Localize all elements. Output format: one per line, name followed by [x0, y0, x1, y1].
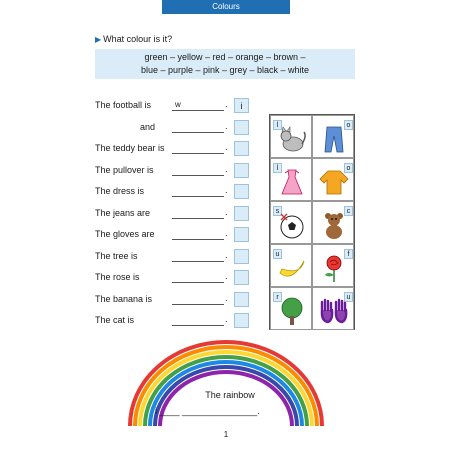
sentence-row: [95, 313, 260, 329]
word-bank: [95, 49, 355, 79]
letter-tag: o: [344, 120, 353, 130]
letter-box[interactable]: [234, 184, 249, 199]
sentence-label: The cat is: [95, 315, 135, 325]
sentence-label: The banana is: [95, 294, 153, 304]
letter-box[interactable]: [234, 227, 249, 242]
letter-tag: u: [344, 292, 353, 302]
sentence-label: The pullover is: [95, 165, 154, 175]
answer-blank[interactable]: [172, 144, 224, 154]
full-stop: .: [225, 250, 228, 260]
letter-box[interactable]: [234, 292, 249, 307]
answer-blank[interactable]: [172, 209, 224, 219]
letter-tag: l: [273, 163, 282, 173]
letter-tag: s: [273, 206, 282, 216]
picture-cell: [312, 244, 354, 287]
page-number: 1: [223, 430, 229, 439]
picture-grid: [269, 114, 355, 330]
letter-box[interactable]: i: [234, 98, 249, 113]
answer-blank[interactable]: [172, 166, 224, 176]
answer-blank[interactable]: [172, 187, 224, 197]
answer-blank[interactable]: [172, 316, 224, 326]
full-stop: .: [225, 121, 228, 131]
letter-tag: c: [344, 206, 353, 216]
gloves-icon: [319, 296, 349, 326]
picture-cell: [312, 287, 354, 330]
picture-cell: [270, 287, 312, 330]
cat-icon: [277, 124, 307, 154]
question-text: What colour is it?: [103, 34, 173, 44]
dress-icon: [277, 167, 307, 197]
letter-box[interactable]: [234, 141, 249, 156]
letter-tag: f: [344, 249, 353, 259]
letter-tag: r: [273, 292, 282, 302]
page-header: Colours: [162, 0, 290, 14]
letter-box[interactable]: [234, 249, 249, 264]
answer-text: w: [175, 100, 181, 109]
sentence-label: The football is: [95, 100, 152, 110]
sentence-label: The jeans are: [95, 208, 151, 218]
picture-cell: [312, 201, 354, 244]
full-stop: .: [225, 142, 228, 152]
pullover-icon: [319, 167, 349, 197]
word-bank-line-1: green – yellow – red – orange – brown –: [144, 52, 306, 62]
rainbow-blanks: ____ _______________.: [159, 406, 260, 416]
answer-blank[interactable]: [172, 101, 224, 111]
sentence-row: [95, 206, 260, 222]
full-stop: .: [225, 228, 228, 238]
answer-blank[interactable]: [172, 123, 224, 133]
letter-box[interactable]: [234, 120, 249, 135]
answer-blank[interactable]: [172, 295, 224, 305]
full-stop: .: [225, 185, 228, 195]
sentence-row: [95, 184, 260, 200]
letter-box[interactable]: [234, 206, 249, 221]
letter-box[interactable]: [234, 313, 249, 328]
question: [95, 34, 172, 44]
rainbow-title: The rainbow: [205, 390, 255, 400]
sentence-label: The teddy bear is: [95, 143, 165, 153]
sentence-row: [95, 249, 260, 265]
full-stop: .: [225, 293, 228, 303]
picture-cell: [270, 244, 312, 287]
rainbow-answer-line[interactable]: [155, 406, 260, 416]
letter-box[interactable]: [234, 163, 249, 178]
rose-icon: [319, 253, 349, 283]
picture-cell: [270, 201, 312, 244]
sentence-row: [95, 98, 260, 114]
letter-tag: u: [273, 249, 282, 259]
answer-blank[interactable]: [172, 252, 224, 262]
sentence-row: [95, 163, 260, 179]
letter-box[interactable]: [234, 270, 249, 285]
sentence-label: The rose is: [95, 272, 140, 282]
answer-blank[interactable]: [172, 273, 224, 283]
full-stop: .: [225, 164, 228, 174]
sentence-row: [95, 141, 260, 157]
football-icon: [277, 210, 307, 240]
banana-icon: [277, 253, 307, 283]
rainbow-letter: i: [155, 406, 157, 416]
sentence-row: [95, 270, 260, 286]
answer-blank[interactable]: [172, 230, 224, 240]
jeans-icon: [319, 124, 349, 154]
picture-cell: [270, 158, 312, 201]
sentence-label: The dress is: [95, 186, 145, 196]
sentence-row: [95, 120, 260, 136]
teddy-bear-icon: [319, 210, 349, 240]
sentence-row: [95, 292, 260, 308]
letter-tag: o: [344, 163, 353, 173]
sentence-label: The tree is: [95, 251, 138, 261]
sentence-label: The gloves are: [95, 229, 155, 239]
letter-tag: l: [273, 120, 282, 130]
arrow-icon: ▶: [95, 35, 102, 44]
sentence-label: and: [140, 122, 156, 132]
tree-icon: [277, 296, 307, 326]
word-bank-line-2: blue – purple – pink – grey – black – white: [140, 65, 310, 75]
picture-cell: [312, 115, 354, 158]
full-stop: .: [225, 99, 228, 109]
full-stop: .: [225, 207, 228, 217]
full-stop: .: [225, 271, 228, 281]
full-stop: .: [225, 314, 228, 324]
sentence-row: [95, 227, 260, 243]
picture-cell: [270, 115, 312, 158]
picture-cell: [312, 158, 354, 201]
